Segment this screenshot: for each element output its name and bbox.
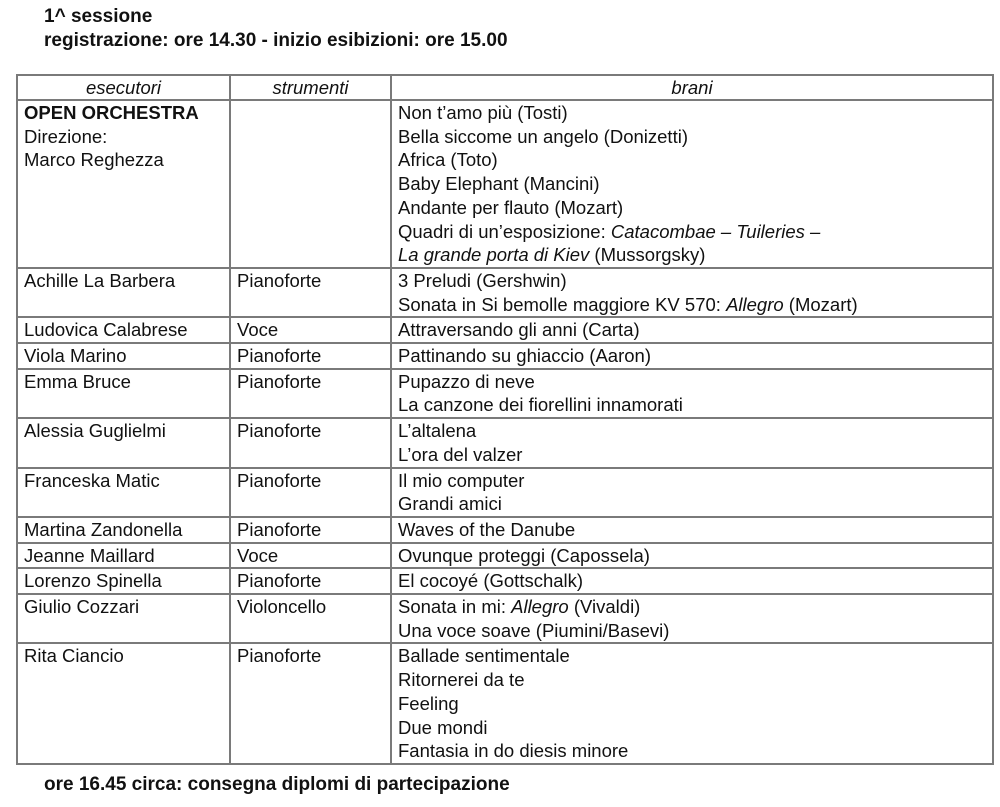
piece-line — [398, 518, 986, 542]
piece-text: La canzone dei fiorellini innamorati — [398, 394, 683, 416]
piece-text: Ritornerei da te — [398, 669, 525, 691]
piece-text: Africa (Toto) — [398, 149, 498, 171]
instrument-cell: Pianoforte — [230, 568, 391, 594]
performer-cell — [17, 343, 230, 369]
piece-line — [398, 544, 986, 568]
piece-text: Andante per flauto (Mozart) — [398, 196, 624, 218]
table-row — [17, 543, 993, 569]
pieces-cell — [391, 543, 993, 569]
piece-text: Due mondi — [398, 716, 488, 738]
piece-text: 3 Preludi (Gershwin) — [398, 269, 567, 291]
piece-text: (Mozart) — [783, 293, 858, 315]
piece-text: Quadri di un’esposizione: — [398, 220, 611, 242]
pieces-cell — [391, 568, 993, 594]
piece-text: Il mio computer — [398, 469, 525, 491]
performer-name: Giulio Cozzari — [24, 596, 140, 618]
piece-line — [398, 148, 986, 172]
table-header-row — [17, 75, 993, 100]
performer-cell — [17, 543, 230, 569]
instrument-cell: Pianoforte — [230, 343, 391, 369]
piece-text: Sonata in mi: — [398, 596, 512, 618]
pieces-cell — [391, 643, 993, 764]
piece-text: Bella siccome un angelo (Donizetti) — [398, 125, 688, 147]
performer-name: OPEN ORCHESTRA — [24, 102, 199, 123]
piece-text: Attraversando gli anni (Carta) — [398, 319, 640, 341]
instrument-cell: Voce — [230, 543, 391, 569]
performer-cell — [17, 317, 230, 343]
pieces-cell — [391, 517, 993, 543]
pieces-cell — [391, 100, 993, 268]
footer-note: ore 16.45 circa: consegna diplomi di partecipazione — [44, 774, 510, 795]
performer-cell — [17, 100, 230, 268]
performer-name: Emma Bruce — [24, 370, 131, 392]
pieces-cell — [391, 343, 993, 369]
performer-name: Lorenzo Spinella — [24, 570, 162, 592]
piece-text: (Vivaldi) — [568, 596, 641, 618]
piece-line — [398, 595, 986, 619]
piece-text: Una voce soave (Piumini/Basevi) — [398, 619, 670, 641]
table-row — [17, 100, 993, 268]
piece-text: Sonata in Si bemolle maggiore KV 570: — [398, 293, 727, 315]
performer-name: Viola Marino — [24, 345, 127, 367]
table-row — [17, 369, 993, 418]
piece-line — [398, 443, 986, 467]
piece-text: Waves of the Danube — [398, 518, 576, 540]
instrument-cell: Pianoforte — [230, 268, 391, 317]
instrument-cell: Pianoforte — [230, 643, 391, 764]
piece-title-italic: Allegro — [726, 293, 784, 315]
table-row — [17, 317, 993, 343]
piece-line — [398, 269, 986, 293]
pieces-cell — [391, 369, 993, 418]
piece-title-italic: Allegro — [511, 596, 569, 618]
performer-name: Ludovica Calabrese — [24, 319, 188, 341]
piece-line — [398, 125, 986, 149]
table-row — [17, 568, 993, 594]
pieces-cell — [391, 468, 993, 517]
piece-line — [398, 668, 986, 692]
piece-text: L’ora del valzer — [398, 443, 523, 465]
piece-line — [398, 692, 986, 716]
pieces-cell — [391, 594, 993, 643]
piece-line — [398, 569, 986, 593]
piece-line — [398, 243, 986, 267]
piece-line — [398, 318, 986, 342]
performer-cell — [17, 369, 230, 418]
piece-title-italic: Catacombae – Tuileries – — [610, 220, 821, 242]
instrument-cell: Pianoforte — [230, 468, 391, 517]
piece-line — [398, 492, 986, 516]
performer-cell — [17, 568, 230, 594]
performer-cell — [17, 418, 230, 467]
performer-cell — [17, 268, 230, 317]
performer-name: Martina Zandonella — [24, 518, 183, 540]
pieces-cell — [391, 418, 993, 467]
column-header-instruments: strumenti — [230, 75, 391, 100]
pieces-cell — [391, 268, 993, 317]
piece-text: Pupazzo di neve — [398, 370, 535, 392]
schedule-line: registrazione: ore 14.30 - inizio esibizioni: ore 15.00 — [44, 30, 508, 51]
piece-line — [398, 101, 986, 125]
piece-text: Non t’amo più (Tosti) — [398, 102, 568, 123]
program-table — [16, 74, 994, 765]
piece-line — [398, 739, 986, 763]
piece-text: Ballade sentimentale — [398, 645, 570, 667]
piece-line — [398, 469, 986, 493]
piece-text: Baby Elephant (Mancini) — [398, 173, 600, 195]
piece-text: Grandi amici — [398, 493, 502, 515]
piece-line — [398, 644, 986, 668]
performer-cell — [17, 517, 230, 543]
performer-cell — [17, 594, 230, 643]
performer-name: Franceska Matic — [24, 469, 160, 491]
instrument-cell — [230, 100, 391, 268]
piece-line — [398, 220, 986, 244]
performer-name: Alessia Guglielmi — [24, 420, 166, 442]
table-row — [17, 594, 993, 643]
piece-line — [398, 344, 986, 368]
table-row — [17, 517, 993, 543]
piece-text: Ovunque proteggi (Capossela) — [398, 544, 650, 566]
performer-name: Achille La Barbera — [24, 269, 176, 291]
table-row — [17, 643, 993, 764]
piece-text: Feeling — [398, 692, 459, 714]
piece-line — [398, 716, 986, 740]
session-title: 1^ sessione — [44, 6, 153, 27]
piece-text: Pattinando su ghiaccio (Aaron) — [398, 345, 651, 367]
table-body — [17, 100, 993, 764]
piece-text: (Mussorgsky) — [589, 244, 706, 266]
instrument-cell: Pianoforte — [230, 517, 391, 543]
instrument-cell: Voce — [230, 317, 391, 343]
instrument-cell: Pianoforte — [230, 418, 391, 467]
pieces-cell — [391, 317, 993, 343]
performer-cell — [17, 468, 230, 517]
piece-line — [398, 293, 986, 317]
table-row — [17, 343, 993, 369]
performer-name: Marco Reghezza — [24, 149, 164, 171]
piece-line — [398, 172, 986, 196]
instrument-cell: Violoncello — [230, 594, 391, 643]
performer-name: Direzione: — [24, 125, 108, 147]
piece-text: Fantasia in do diesis minore — [398, 740, 629, 762]
piece-line — [398, 370, 986, 394]
table-row — [17, 418, 993, 467]
piece-line — [398, 619, 986, 643]
piece-text: L’altalena — [398, 420, 477, 442]
table-row — [17, 268, 993, 317]
instrument-cell: Pianoforte — [230, 369, 391, 418]
table-row — [17, 468, 993, 517]
performer-cell — [17, 643, 230, 764]
piece-line — [398, 393, 986, 417]
performer-name: Jeanne Maillard — [24, 544, 155, 566]
piece-text: El cocoyé (Gottschalk) — [398, 570, 584, 592]
column-header-performers: esecutori — [17, 75, 230, 100]
piece-line — [398, 196, 986, 220]
piece-line — [398, 419, 986, 443]
column-header-pieces: brani — [391, 75, 993, 100]
piece-title-italic: La grande porta di Kiev — [398, 244, 590, 266]
performer-name: Rita Ciancio — [24, 645, 124, 667]
